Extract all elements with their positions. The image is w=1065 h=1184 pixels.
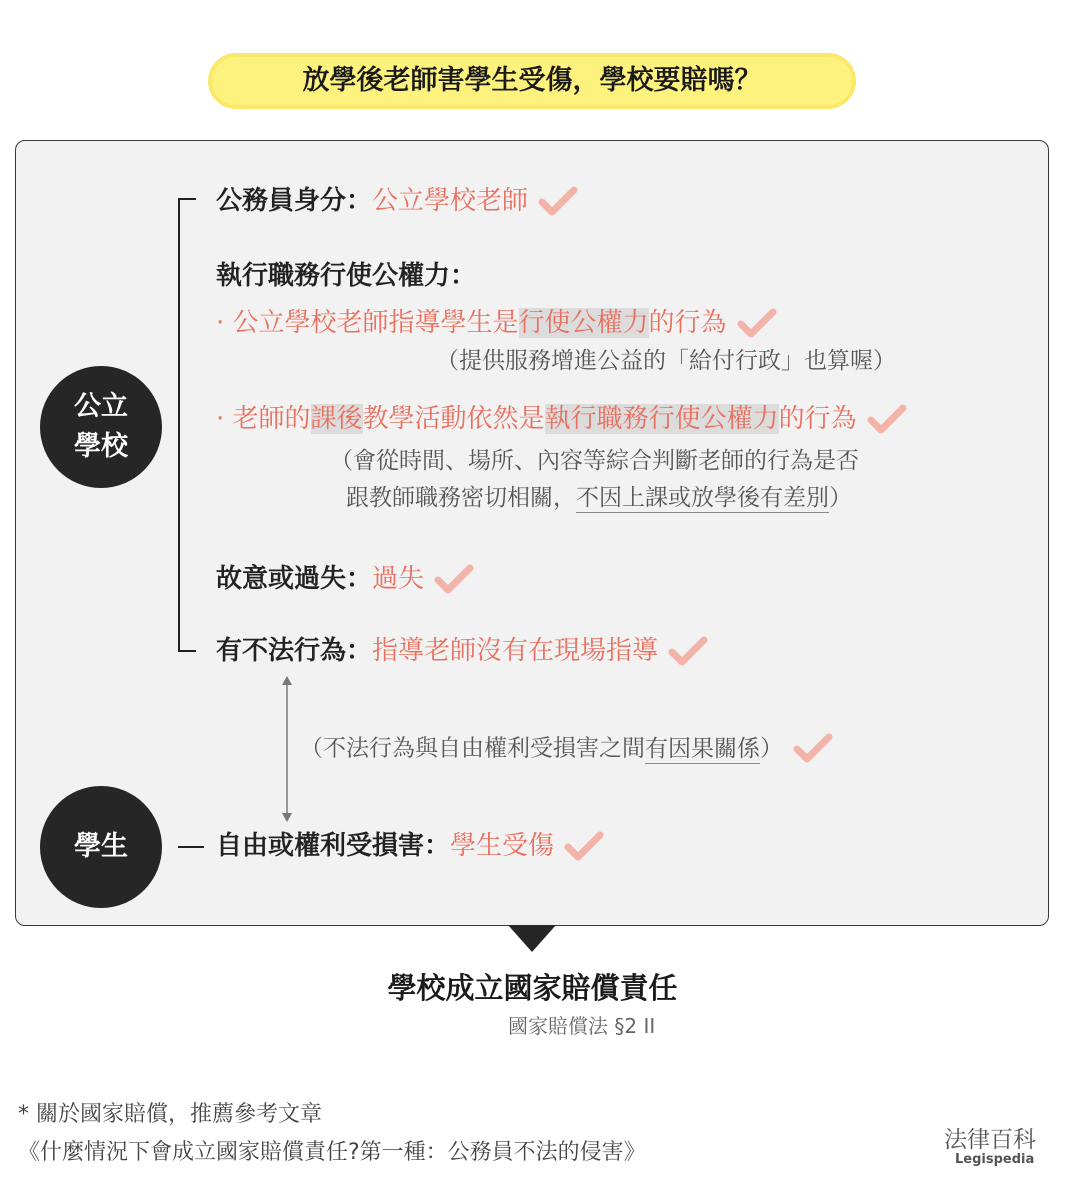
- damage-value: 學生受傷: [450, 831, 555, 861]
- bullet1-note: （提供服務增進公益的「給付行政」也算喔）: [436, 348, 896, 374]
- brand-logo-text: 法律百科: [944, 1127, 1036, 1153]
- power-label: 執行職務行使公權力：: [216, 261, 477, 291]
- row-illegal: [216, 634, 708, 668]
- bullet2-highlight-2: 執行職務行使公權力: [544, 404, 779, 434]
- row-identity: [216, 184, 578, 218]
- bullet2-note2-pre: 跟教師職務密切相關，: [346, 485, 576, 511]
- fault-label: 故意或過失：: [216, 564, 373, 594]
- row-power: [216, 259, 476, 293]
- bullet-teaching-is-power: [216, 306, 777, 340]
- identity-label: 公務員身分：: [216, 186, 373, 216]
- illegal-value: 指導老師沒有在現場指導: [372, 636, 659, 666]
- bullet1-post: 的行為: [648, 308, 727, 338]
- bullet2-mid: 教學活動依然是: [362, 404, 545, 434]
- row-fault: [216, 562, 474, 596]
- check-icon: [538, 186, 578, 218]
- conclusion: 學校成立國家賠償責任: [387, 971, 678, 1005]
- damage-connector: [178, 846, 204, 848]
- row-damage: [216, 829, 604, 863]
- illegal-label: 有不法行為：: [216, 636, 373, 666]
- causation-pre: （不法行為與自由權利受損害之間: [300, 735, 645, 762]
- check-icon: [793, 733, 833, 765]
- identity-value: 公立學校老師: [372, 186, 529, 216]
- check-icon: [867, 404, 907, 436]
- party-student-circle: 學生: [40, 786, 162, 908]
- diagram-panel: [15, 140, 1049, 926]
- page-title: 放學後老師害學生受傷，學校要賠嗎？: [208, 53, 856, 109]
- causation-underlined: 有因果關係: [645, 735, 760, 762]
- bullet1-highlight: 行使公權力: [518, 308, 649, 338]
- bullet2-post: 的行為: [778, 404, 857, 434]
- check-icon: [434, 564, 474, 596]
- bullet2-note2-underlined: 不因上課或放學後有差別: [576, 485, 829, 511]
- party-school-circle: 公立 學校: [40, 366, 162, 488]
- check-icon: [564, 831, 604, 863]
- bullet2-pre: · 老師的: [216, 404, 311, 434]
- bullet1-pre: · 公立學校老師指導學生是: [216, 308, 519, 338]
- fault-value: 過失: [372, 564, 425, 594]
- causation-note: [300, 733, 833, 765]
- check-icon: [737, 308, 777, 340]
- bullet2-note-line1: （會從時間、場所、內容等綜合判斷老師的行為是否: [330, 448, 859, 474]
- check-icon: [668, 636, 708, 668]
- bullet-after-class-is-power: [216, 402, 907, 436]
- requirements-bracket: [178, 198, 196, 652]
- brand-logo-subtext: Legispedia: [955, 1152, 1035, 1167]
- causation-post: ）: [760, 735, 783, 762]
- damage-label: 自由或權利受損害：: [216, 831, 451, 861]
- bullet2-highlight-1: 課後: [310, 404, 363, 434]
- causation-arrow-icon: [277, 676, 297, 822]
- result-arrow-icon: [508, 925, 556, 952]
- law-reference: 國家賠償法 §2 II: [508, 1014, 656, 1038]
- bullet2-note-line2: [346, 483, 852, 513]
- bullet2-note2-post: ）: [829, 485, 852, 511]
- footnote-intro: * 關於國家賠償，推薦參考文章: [18, 1102, 322, 1127]
- footnote-article-link[interactable]: 《什麼情況下會成立國家賠償責任?第一種：公務員不法的侵害》: [18, 1140, 646, 1165]
